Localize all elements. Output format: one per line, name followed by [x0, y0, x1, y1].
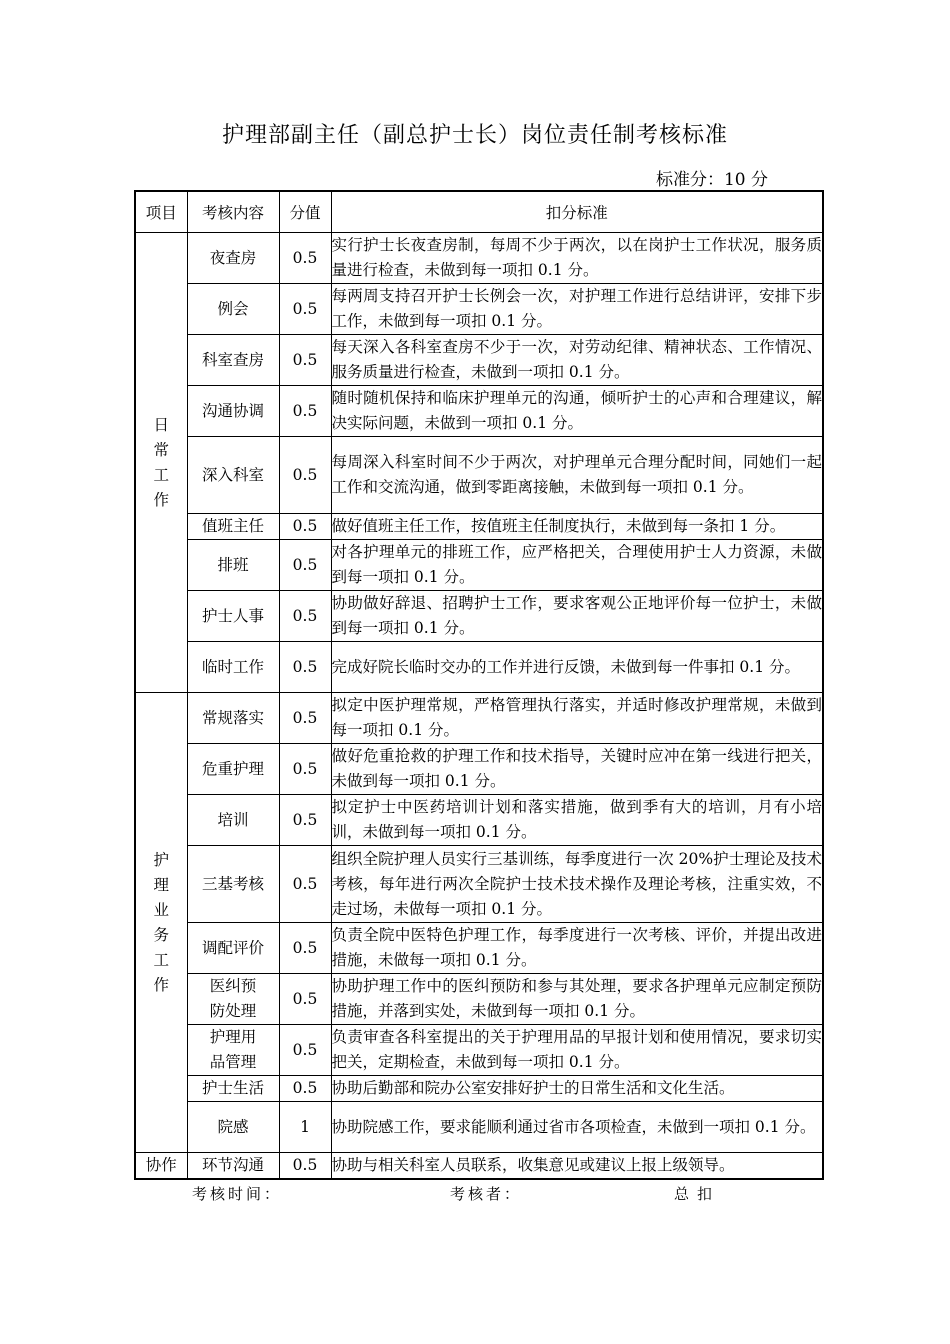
table-row — [135, 386, 823, 437]
table-row — [135, 514, 823, 540]
table-row — [135, 693, 823, 744]
item-name-cell: 排班 — [187, 540, 279, 591]
item-name-cell: 护士生活 — [187, 1076, 279, 1102]
table-row — [135, 1025, 823, 1076]
item-name-cell: 深入科室 — [187, 437, 279, 514]
item-value-cell: 0.5 — [279, 1025, 331, 1076]
item-criteria-cell: 随时随机保持和临床护理单元的沟通，倾听护士的心声和合理建议，解决实际问题，未做到一项扣 0.1 分。 — [331, 386, 823, 437]
table-row — [135, 233, 823, 284]
item-value-cell: 0.5 — [279, 386, 331, 437]
standard-score: 标准分：10 分 — [655, 170, 768, 190]
item-value-cell: 0.5 — [279, 540, 331, 591]
item-name-cell: 护士人事 — [187, 591, 279, 642]
item-criteria-cell: 每两周支持召开护士长例会一次，对护理工作进行总结讲评，安排下步工作，未做到每一项扣 0.1 分。 — [331, 284, 823, 335]
item-value-cell: 0.5 — [279, 437, 331, 514]
item-value-cell: 0.5 — [279, 744, 331, 795]
item-name-cell: 培训 — [187, 795, 279, 846]
table-row — [135, 1076, 823, 1102]
item-criteria-cell: 负责全院中医特色护理工作，每季度进行一次考核、评价，并提出改进措施，未做每一项扣 0.1 分。 — [331, 923, 823, 974]
item-criteria-cell: 协助护理工作中的医纠预防和参与其处理，要求各护理单元应制定预防措施，并落到实处，未做到每一项扣 0.1 分。 — [331, 974, 823, 1025]
item-value-cell: 0.5 — [279, 693, 331, 744]
item-name-cell: 危重护理 — [187, 744, 279, 795]
header-category: 项目 — [135, 191, 187, 233]
item-criteria-cell: 做好值班主任工作，按值班主任制度执行，未做到每一条扣 1 分。 — [331, 514, 823, 540]
item-name-cell: 夜查房 — [187, 233, 279, 284]
item-name-cell: 例会 — [187, 284, 279, 335]
table-row — [135, 284, 823, 335]
item-criteria-cell: 做好危重抢救的护理工作和技术指导，关键时应冲在第一线进行把关，未做到每一项扣 0.1 分。 — [331, 744, 823, 795]
item-criteria-cell: 对各护理单元的排班工作，应严格把关，合理使用护士人力资源，未做到每一项扣 0.1 分。 — [331, 540, 823, 591]
item-name-cell: 沟通协调 — [187, 386, 279, 437]
table-row — [135, 437, 823, 514]
item-name-cell: 科室查房 — [187, 335, 279, 386]
table-row — [135, 795, 823, 846]
item-name-cell: 值班主任 — [187, 514, 279, 540]
item-criteria-cell: 组织全院护理人员实行三基训练，每季度进行一次 20%护士理论及技术考核，每年进行两次全院护士技术技术操作及理论考核，注重实效，不走过场，未做每一项扣 0.1 分。 — [331, 846, 823, 923]
table-row — [135, 1153, 823, 1180]
item-value-cell: 0.5 — [279, 974, 331, 1025]
category-cell: 日 常 工 作 — [135, 233, 187, 693]
table-row — [135, 642, 823, 693]
footer-total-label: 总扣 — [674, 1185, 721, 1203]
item-criteria-cell: 协助与相关科室人员联系，收集意见或建议上报上级领导。 — [331, 1153, 823, 1180]
page-title: 护理部副主任（副总护士长）岗位责任制考核标准 — [221, 123, 728, 148]
item-value-cell: 0.5 — [279, 591, 331, 642]
item-criteria-cell: 协助后勤部和院办公室安排好护士的日常生活和文化生活。 — [331, 1076, 823, 1102]
table-row — [135, 923, 823, 974]
item-name-cell: 环节沟通 — [187, 1153, 279, 1180]
item-value-cell: 0.5 — [279, 233, 331, 284]
item-name-cell: 护理用 品管理 — [187, 1025, 279, 1076]
item-value-cell: 1 — [279, 1102, 331, 1153]
item-criteria-cell: 负责审查各科室提出的关于护理用品的早报计划和使用情况，要求切实把关，定期检查，未做到每一项扣 0.1 分。 — [331, 1025, 823, 1076]
item-name-cell: 常规落实 — [187, 693, 279, 744]
item-name-cell: 院感 — [187, 1102, 279, 1153]
item-value-cell: 0.5 — [279, 335, 331, 386]
category-cell: 协作 — [135, 1153, 187, 1180]
table-row — [135, 591, 823, 642]
item-name-cell: 调配评价 — [187, 923, 279, 974]
item-criteria-cell: 每周深入科室时间不少于两次，对护理单元合理分配时间，同她们一起工作和交流沟通，做到零距离接触，未做到每一项扣 0.1 分。 — [331, 437, 823, 514]
footer-assessor-label: 考核者： — [450, 1185, 523, 1203]
item-name-cell: 三基考核 — [187, 846, 279, 923]
table-row — [135, 846, 823, 923]
footer-time-label: 考核时间： — [192, 1185, 283, 1203]
assessment-table — [134, 190, 824, 1180]
header-criteria: 扣分标准 — [331, 191, 823, 233]
item-criteria-cell: 完成好院长临时交办的工作并进行反馈，未做到每一件事扣 0.1 分。 — [331, 642, 823, 693]
item-value-cell: 0.5 — [279, 795, 331, 846]
item-criteria-cell: 实行护士长夜查房制，每周不少于两次，以在岗护士工作状况，服务质量进行检查，未做到每一项扣 0.1 分。 — [331, 233, 823, 284]
item-value-cell: 0.5 — [279, 1076, 331, 1102]
item-value-cell: 0.5 — [279, 514, 331, 540]
item-criteria-cell: 协助做好辞退、招聘护士工作，要求客观公正地评价每一位护士，未做到每一项扣 0.1 分。 — [331, 591, 823, 642]
item-value-cell: 0.5 — [279, 642, 331, 693]
header-value: 分值 — [279, 191, 331, 233]
item-name-cell: 医纠预 防处理 — [187, 974, 279, 1025]
item-value-cell: 0.5 — [279, 284, 331, 335]
table-header-row — [135, 191, 823, 233]
item-name-cell: 临时工作 — [187, 642, 279, 693]
table-row — [135, 540, 823, 591]
item-criteria-cell: 协助院感工作，要求能顺利通过省市各项检查，未做到一项扣 0.1 分。 — [331, 1102, 823, 1153]
header-content: 考核内容 — [187, 191, 279, 233]
item-criteria-cell: 每天深入各科室查房不少于一次，对劳动纪律、精神状态、工作情况、服务质量进行检查，未做到一项扣 0.1 分。 — [331, 335, 823, 386]
item-criteria-cell: 拟定中医护理常规，严格管理执行落实，并适时修改护理常规，未做到每一项扣 0.1 分。 — [331, 693, 823, 744]
item-value-cell: 0.5 — [279, 923, 331, 974]
item-value-cell: 0.5 — [279, 1153, 331, 1180]
item-value-cell: 0.5 — [279, 846, 331, 923]
item-criteria-cell: 拟定护士中医药培训计划和落实措施，做到季有大的培训，月有小培训，未做到每一项扣 0.1 分。 — [331, 795, 823, 846]
table-row — [135, 1102, 823, 1153]
table-row — [135, 974, 823, 1025]
category-cell: 护 理 业 务 工 作 — [135, 693, 187, 1153]
table-row — [135, 744, 823, 795]
table-row — [135, 335, 823, 386]
